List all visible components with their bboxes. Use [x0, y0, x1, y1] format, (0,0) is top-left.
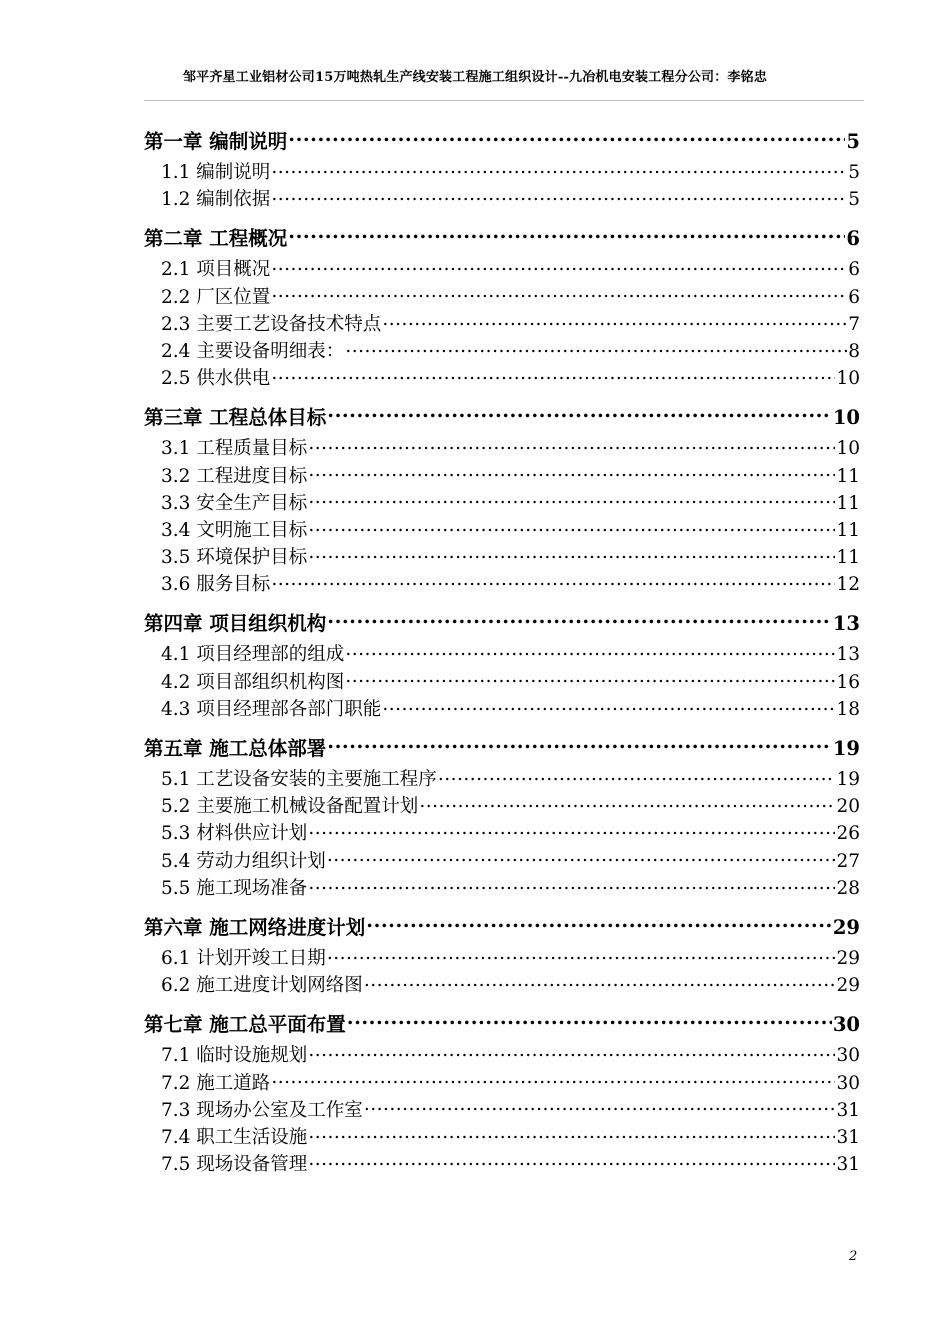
toc-dot-leader — [327, 611, 832, 631]
toc-chapter-group — [144, 607, 860, 723]
toc-section-entry[interactable] — [144, 311, 860, 338]
toc-dot-leader — [345, 669, 835, 688]
toc-section-title: 1.2 编制依据 — [161, 189, 271, 211]
toc-section-page: 8 — [848, 340, 860, 362]
toc-chapter-page: 29 — [832, 915, 860, 939]
toc-dot-leader — [382, 311, 847, 330]
toc-chapter-entry[interactable] — [144, 911, 860, 945]
toc-dot-leader — [382, 696, 835, 715]
toc-dot-leader — [308, 545, 835, 564]
toc-section-entry[interactable] — [144, 696, 860, 723]
toc-section-page: 31 — [836, 1099, 860, 1121]
toc-section-page: 11 — [836, 547, 860, 569]
toc-section-page: 27 — [836, 850, 860, 872]
toc-dot-leader — [271, 160, 847, 179]
toc-dot-leader — [288, 129, 845, 149]
toc-dot-leader — [366, 914, 832, 934]
toc-section-page: 20 — [836, 796, 860, 818]
toc-section-title: 5.4 劳动力组织计划 — [161, 850, 326, 872]
toc-section-title: 5.1 工艺设备安装的主要施工程序 — [161, 769, 437, 790]
toc-dot-leader — [308, 1043, 835, 1062]
toc-section-entry[interactable] — [144, 669, 860, 696]
toc-section-title: 4.3 项目经理部各部门职能 — [161, 698, 382, 720]
page-header: 邹平齐星工业铝材公司15万吨热轧生产线安装工程施工组织设计--九冶机电安装工程分公司：李铭忠 — [182, 70, 768, 85]
toc-section-title: 4.2 项目部组织机构图 — [161, 671, 345, 693]
toc-section-page: 18 — [836, 698, 860, 720]
toc-section-entry[interactable] — [144, 1151, 860, 1178]
toc-chapter-title: 第四章 项目组织机构 — [144, 612, 327, 636]
header-divider — [144, 100, 864, 101]
toc-section-entry[interactable] — [144, 820, 860, 847]
toc-chapter-group — [144, 222, 860, 392]
toc-chapter-group — [144, 732, 860, 902]
toc-section-title: 2.1 项目概况 — [161, 259, 271, 281]
toc-dot-leader — [308, 517, 835, 536]
toc-section-page: 11 — [836, 465, 860, 487]
toc-chapter-title: 第二章 工程概况 — [144, 227, 288, 251]
toc-section-entry[interactable] — [144, 544, 860, 571]
toc-section-page: 11 — [836, 492, 860, 514]
toc-dot-leader — [345, 642, 835, 661]
toc-section-title: 2.2 厂区位置 — [161, 286, 271, 308]
toc-section-page: 29 — [836, 975, 860, 997]
toc-section-page: 13 — [836, 644, 860, 666]
toc-chapter-page: 5 — [846, 130, 860, 153]
toc-section-title: 2.5 供水供电 — [161, 368, 271, 390]
toc-section-entry[interactable] — [144, 571, 860, 598]
page-number: 2 — [849, 1249, 858, 1264]
toc-section-entry[interactable] — [144, 256, 860, 283]
toc-section-entry[interactable] — [144, 463, 860, 490]
toc-section-page: 6 — [848, 259, 860, 281]
toc-section-title: 3.6 服务目标 — [161, 574, 271, 596]
toc-section-page: 6 — [848, 286, 860, 308]
toc-chapter-entry[interactable] — [144, 222, 860, 256]
toc-chapter-title: 第一章 编制说明 — [144, 130, 288, 153]
toc-dot-leader — [327, 736, 832, 756]
toc-section-entry[interactable] — [144, 1097, 860, 1124]
toc-dot-leader — [308, 1124, 835, 1143]
toc-chapter-group — [144, 1008, 860, 1178]
toc-section-page: 16 — [836, 671, 860, 693]
toc-section-page: 11 — [836, 519, 860, 541]
toc-section-entry[interactable] — [144, 848, 860, 875]
toc-chapter-entry[interactable] — [144, 1008, 860, 1042]
toc-section-page: 30 — [836, 1045, 860, 1067]
toc-dot-leader — [271, 572, 835, 591]
toc-section-title: 3.2 工程进度目标 — [161, 465, 308, 487]
toc-dot-leader — [327, 945, 836, 964]
toc-chapter-page: 10 — [832, 406, 860, 430]
toc-chapter-page: 13 — [832, 612, 860, 636]
toc-section-page: 19 — [836, 769, 860, 790]
toc-section-title: 3.1 工程质量目标 — [161, 438, 308, 460]
toc-section-entry[interactable] — [144, 186, 860, 213]
toc-section-entry[interactable] — [144, 338, 860, 365]
toc-chapter-title: 第五章 施工总体部署 — [144, 737, 327, 760]
toc-section-title: 7.3 现场办公室及工作室 — [161, 1099, 363, 1121]
toc-section-title: 4.1 项目经理部的组成 — [161, 644, 345, 666]
toc-section-page: 29 — [836, 947, 860, 969]
toc-section-page: 12 — [836, 574, 860, 596]
toc-section-page: 31 — [836, 1154, 860, 1176]
toc-dot-leader — [288, 226, 845, 246]
toc-chapter-entry[interactable] — [144, 125, 860, 159]
toc-section-title: 6.1 计划开竣工日期 — [161, 947, 326, 969]
toc-chapter-entry[interactable] — [144, 607, 860, 641]
toc-dot-leader — [364, 973, 836, 992]
toc-section-title: 3.3 安全生产目标 — [161, 492, 308, 514]
toc-dot-leader — [438, 767, 836, 786]
toc-section-page: 5 — [848, 162, 860, 183]
toc-chapter-title: 第六章 施工网络进度计划 — [144, 915, 366, 939]
toc-section-entry[interactable] — [144, 641, 860, 668]
toc-dot-leader — [271, 1070, 835, 1089]
toc-section-entry[interactable] — [144, 435, 860, 462]
toc-section-title: 7.4 职工生活设施 — [161, 1126, 308, 1148]
toc-dot-leader — [308, 821, 835, 840]
toc-section-entry[interactable] — [144, 945, 860, 972]
toc-dot-leader — [271, 284, 847, 303]
toc-section-title: 3.5 环境保护目标 — [161, 547, 308, 569]
toc-dot-leader — [327, 848, 836, 867]
toc-chapter-page: 6 — [846, 227, 860, 251]
toc-section-page: 10 — [836, 368, 860, 390]
toc-dot-leader — [327, 405, 832, 425]
toc-section-page: 28 — [836, 877, 860, 899]
toc-dot-leader — [271, 187, 847, 206]
toc-chapter-group — [144, 125, 860, 213]
toc-section-page: 30 — [836, 1072, 860, 1094]
toc-section-page: 10 — [836, 438, 860, 460]
toc-chapter-group — [144, 911, 860, 999]
toc-dot-leader — [347, 1012, 832, 1032]
toc-section-entry[interactable] — [144, 1070, 860, 1097]
toc-chapter-title: 第七章 施工总平面布置 — [144, 1013, 346, 1037]
toc-section-title: 2.4 主要设备明细表： — [161, 340, 345, 362]
toc-dot-leader — [308, 490, 835, 509]
toc-section-entry[interactable] — [144, 490, 860, 517]
toc-chapter-page: 30 — [832, 1013, 860, 1037]
toc-dot-leader — [419, 794, 835, 813]
toc-section-title: 1.1 编制说明 — [161, 162, 271, 183]
toc-section-page: 31 — [836, 1126, 860, 1148]
toc-section-title: 5.3 材料供应计划 — [161, 823, 308, 845]
toc-chapter-title: 第三章 工程总体目标 — [144, 406, 327, 430]
toc-section-title: 6.2 施工进度计划网络图 — [161, 975, 363, 997]
toc-section-page: 5 — [848, 189, 860, 211]
toc-section-page: 26 — [836, 823, 860, 845]
toc-chapter-page: 19 — [832, 737, 860, 760]
toc-section-entry[interactable] — [144, 1042, 860, 1069]
toc-section-entry[interactable] — [144, 1124, 860, 1151]
toc-section-title: 3.4 文明施工目标 — [161, 519, 308, 541]
toc-section-entry[interactable] — [144, 365, 860, 392]
toc-dot-leader — [271, 257, 847, 276]
toc-dot-leader — [345, 338, 847, 357]
toc-chapter-entry[interactable] — [144, 401, 860, 435]
toc-section-entry[interactable] — [144, 972, 860, 999]
toc-section-entry[interactable] — [144, 875, 860, 902]
toc-section-entry[interactable] — [144, 766, 860, 793]
toc-chapter-group — [144, 401, 860, 598]
toc-dot-leader — [271, 366, 835, 385]
toc-chapter-entry[interactable] — [144, 732, 860, 766]
toc-section-title: 7.2 施工道路 — [161, 1072, 271, 1094]
toc-section-entry[interactable] — [144, 284, 860, 311]
toc-section-title: 5.5 施工现场准备 — [161, 877, 308, 899]
toc-dot-leader — [308, 875, 835, 894]
toc-section-entry[interactable] — [144, 159, 860, 186]
toc-dot-leader — [364, 1097, 836, 1116]
toc-section-title: 7.5 现场设备管理 — [161, 1154, 308, 1176]
toc-section-entry[interactable] — [144, 793, 860, 820]
toc-dot-leader — [308, 463, 835, 482]
toc-section-entry[interactable] — [144, 517, 860, 544]
toc-section-title: 5.2 主要施工机械设备配置计划 — [161, 796, 419, 818]
toc-dot-leader — [308, 1152, 835, 1171]
toc-dot-leader — [308, 436, 835, 455]
toc-section-title: 2.3 主要工艺设备技术特点 — [161, 313, 382, 335]
toc-section-title: 7.1 临时设施规划 — [161, 1045, 308, 1067]
toc-section-page: 7 — [848, 313, 860, 335]
table-of-contents — [144, 125, 860, 1187]
